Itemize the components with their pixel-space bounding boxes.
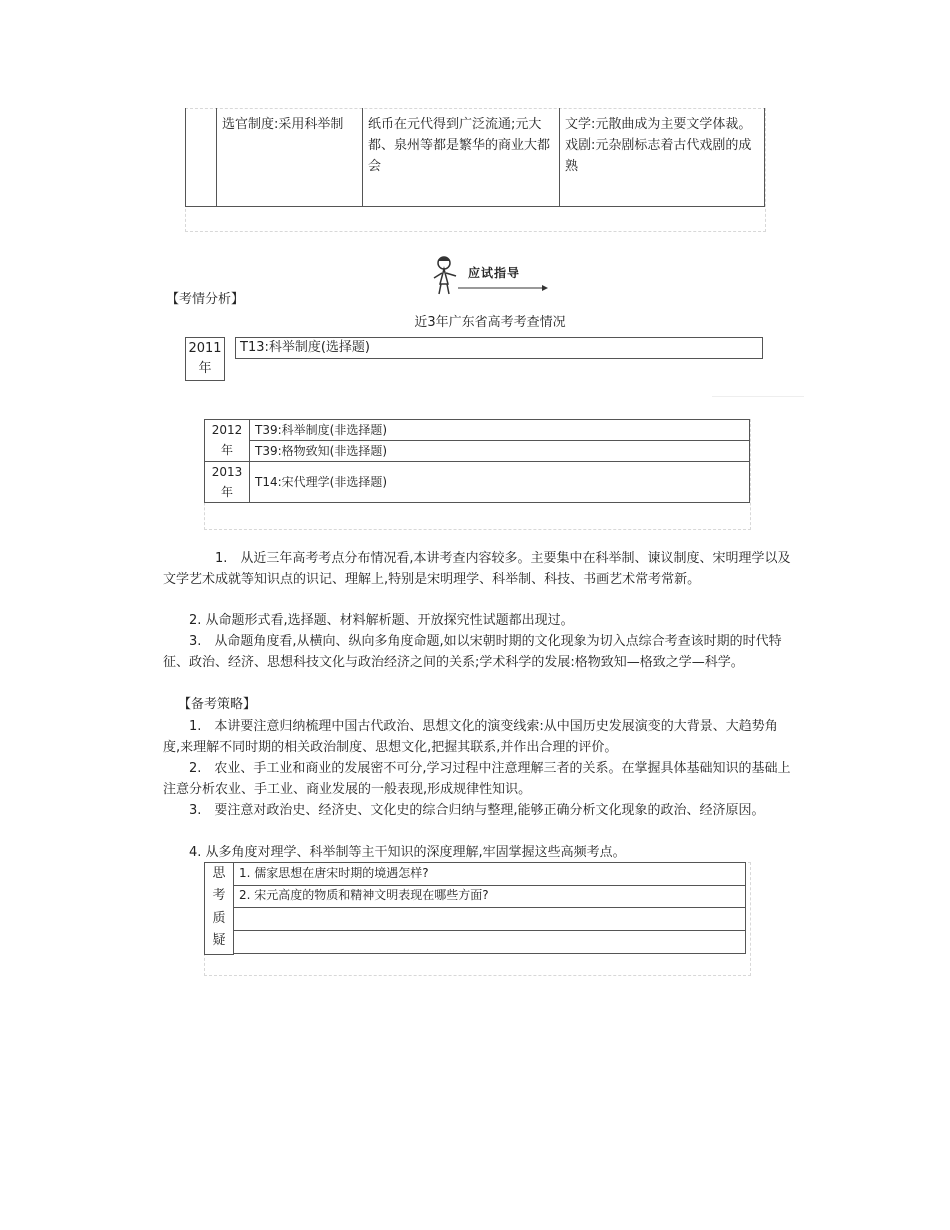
exam-item: T39:格物致知(非选择题): [250, 441, 750, 462]
exam-year-2013: 2013年: [205, 462, 250, 503]
top-col1: [186, 108, 217, 207]
thinking-question-4: [233, 931, 746, 954]
banner-title: 应试指导: [468, 266, 521, 280]
exam-item: T14:宋代理学(非选择题): [250, 462, 750, 503]
exam-2011-item: T13:科举制度(选择题): [235, 337, 763, 359]
exam-year-2012: 2012年: [205, 420, 250, 462]
exam-2012-2013-table: [204, 419, 750, 503]
exam-2011-table: [185, 337, 764, 382]
thinking-label-char: 考: [212, 888, 226, 903]
exam-guide-banner: [430, 254, 550, 296]
thinking-label-char: 思: [212, 866, 226, 881]
section-heading-analysis: 【考情分析】: [166, 292, 245, 307]
top-table: [185, 108, 765, 207]
thinking-table: [204, 862, 750, 954]
strategy-paragraph-4: 4. 从多角度对理学、科举制等主干知识的深度理解,牢固掌握这些高频考点。: [189, 845, 626, 860]
table-row: [186, 108, 765, 207]
thinking-question-2: 2. 宋元高度的物质和精神文明表现在哪些方面?: [233, 885, 746, 908]
top-col3: 纸币在元代得到广泛流通;元大都、泉州等都是繁华的商业大都会: [363, 108, 560, 207]
section-heading-strategy: 【备考策略】: [178, 697, 257, 712]
strategy-paragraph-1: 1. 本讲要注意归纳梳理中国古代政治、思想文化的演变线索:从中国历史发展演变的大背景、大趋势角度,来理解不同时期的相关政治制度、思想文化,把握其联系,并作出合理的评价。: [163, 719, 778, 755]
thinking-question-1: 1. 儒家思想在唐宋时期的境遇怎样?: [233, 862, 746, 886]
thinking-label-char: 疑: [212, 933, 226, 948]
faint-rule: [712, 396, 804, 397]
exam-item: T39:科举制度(非选择题): [250, 420, 750, 441]
exam-2011-year: 2011年: [185, 337, 225, 381]
analysis-paragraph-1: 1. 从近三年高考考点分布情况看,本讲考查内容较多。主要集中在科举制、谏议制度、宋明理学以及文学艺术成就等知识点的识记、理解上,特别是宋明理学、科举制、科技、书画艺术常考常新。: [163, 551, 791, 587]
analysis-paragraph-2: 2. 从命题形式看,选择题、材料解析题、开放探究性试题都出现过。: [189, 613, 574, 628]
top-col2: 选官制度:采用科举制: [217, 108, 363, 207]
table-row: [205, 441, 750, 462]
thinking-question-3: [233, 908, 746, 931]
thinking-label-char: 质: [212, 911, 226, 926]
thinking-label-column: [204, 862, 234, 955]
analysis-paragraph-3: 3. 从命题角度看,从横向、纵向多角度命题,如以宋朝时期的文化现象为切入点综合考查该时期的时代特征、政治、经济、思想科技文化与政治经济之间的关系;学术科学的发展:格物致知—格致之学—科学。: [163, 634, 782, 670]
top-col4: [560, 108, 765, 207]
top-col4-line: 文学:元散曲成为主要文学体裁。: [565, 117, 752, 132]
table-row: [205, 420, 750, 441]
exam-table-title: 近3年广东省高考考查情况: [414, 315, 566, 330]
arrow-icon: [458, 284, 548, 292]
table-row: [205, 462, 750, 503]
strategy-paragraph-2: 2. 农业、手工业和商业的发展密不可分,学习过程中注意理解三者的关系。在掌握具体基础知识的基础上注意分析农业、手工业、商业发展的一般表现,形成规律性知识。: [163, 761, 791, 797]
strategy-paragraph-3: 3. 要注意对政治史、经济史、文化史的综合归纳与整理,能够正确分析文化现象的政治、经济原因。: [189, 803, 765, 818]
top-col4-line: 戏剧:元杂剧标志着古代戏剧的成熟: [565, 138, 752, 174]
